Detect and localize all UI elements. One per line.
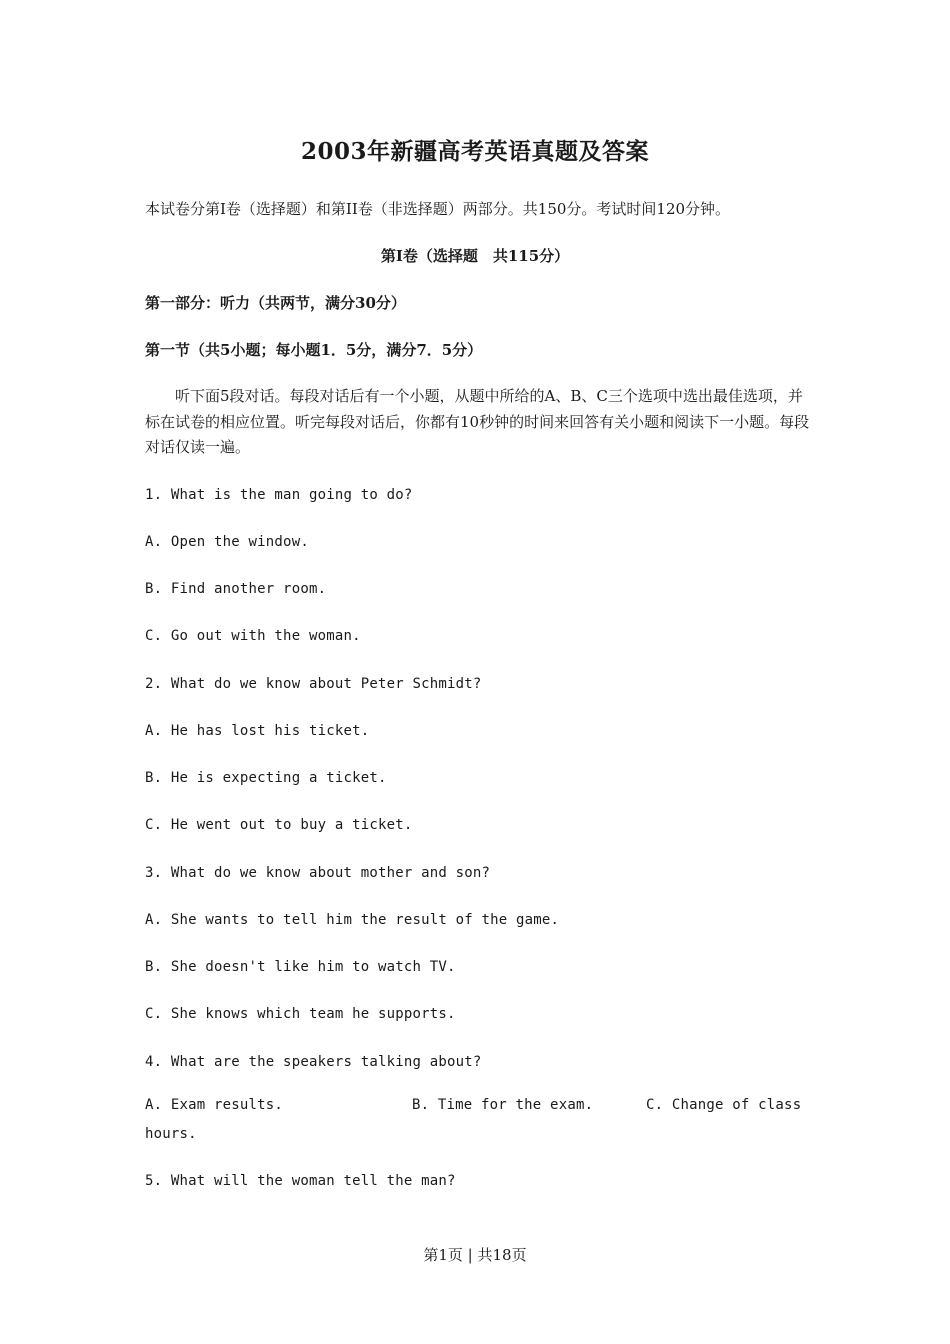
question-2-option-b: B. He is expecting a ticket.	[145, 770, 387, 786]
question-3-option-c: C. She knows which team he supports.	[145, 1006, 456, 1022]
question-4-option-c: C. Change of class	[646, 1097, 802, 1113]
volume1-heading: 第I卷（选择题 共115分）	[380, 247, 570, 265]
question-3-option-a: A. She wants to tell him the result of the game.	[145, 912, 560, 928]
question-4-options	[145, 1097, 815, 1122]
question-3-option-b: B. She doesn't like him to watch TV.	[145, 959, 456, 975]
document-title: 2003年新疆高考英语真题及答案	[300, 138, 649, 165]
question-2: 2. What do we know about Peter Schmidt?	[145, 676, 482, 692]
exam-intro: 本试卷分第I卷（选择题）和第II卷（非选择题）两部分。共150分。考试时间120分钟。	[145, 200, 731, 218]
question-2-option-a: A. He has lost his ticket.	[145, 723, 370, 739]
question-4-option-c-continued: hours.	[145, 1126, 197, 1142]
question-4-option-b: B. Time for the exam.	[412, 1097, 594, 1113]
page-footer: 第1页 | 共18页	[423, 1246, 527, 1264]
question-4-option-a: A. Exam results.	[145, 1097, 284, 1113]
question-4: 4. What are the speakers talking about?	[145, 1054, 482, 1070]
question-3: 3. What do we know about mother and son?	[145, 865, 491, 881]
question-1-option-b: B. Find another room.	[145, 581, 327, 597]
question-1-option-c: C. Go out with the woman.	[145, 628, 361, 644]
part1-heading: 第一部分：听力（共两节，满分30分）	[145, 294, 406, 312]
question-1-option-a: A. Open the window.	[145, 534, 309, 550]
question-2-option-c: C. He went out to buy a ticket.	[145, 817, 413, 833]
section1-heading: 第一节（共5小题；每小题1．5分，满分7．5分）	[145, 341, 483, 359]
question-5: 5. What will the woman tell the man?	[145, 1173, 456, 1189]
question-1: 1. What is the man going to do?	[145, 487, 413, 503]
listening-instructions: 听下面5段对话。每段对话后有一个小题，从题中所给的A、B、C三个选项中选出最佳选项，并标在试卷的相应位置。听完每段对话后，你都有10秒钟的时间来回答有关小题和阅读下一小题。每段对话仅读一遍。	[145, 387, 810, 456]
